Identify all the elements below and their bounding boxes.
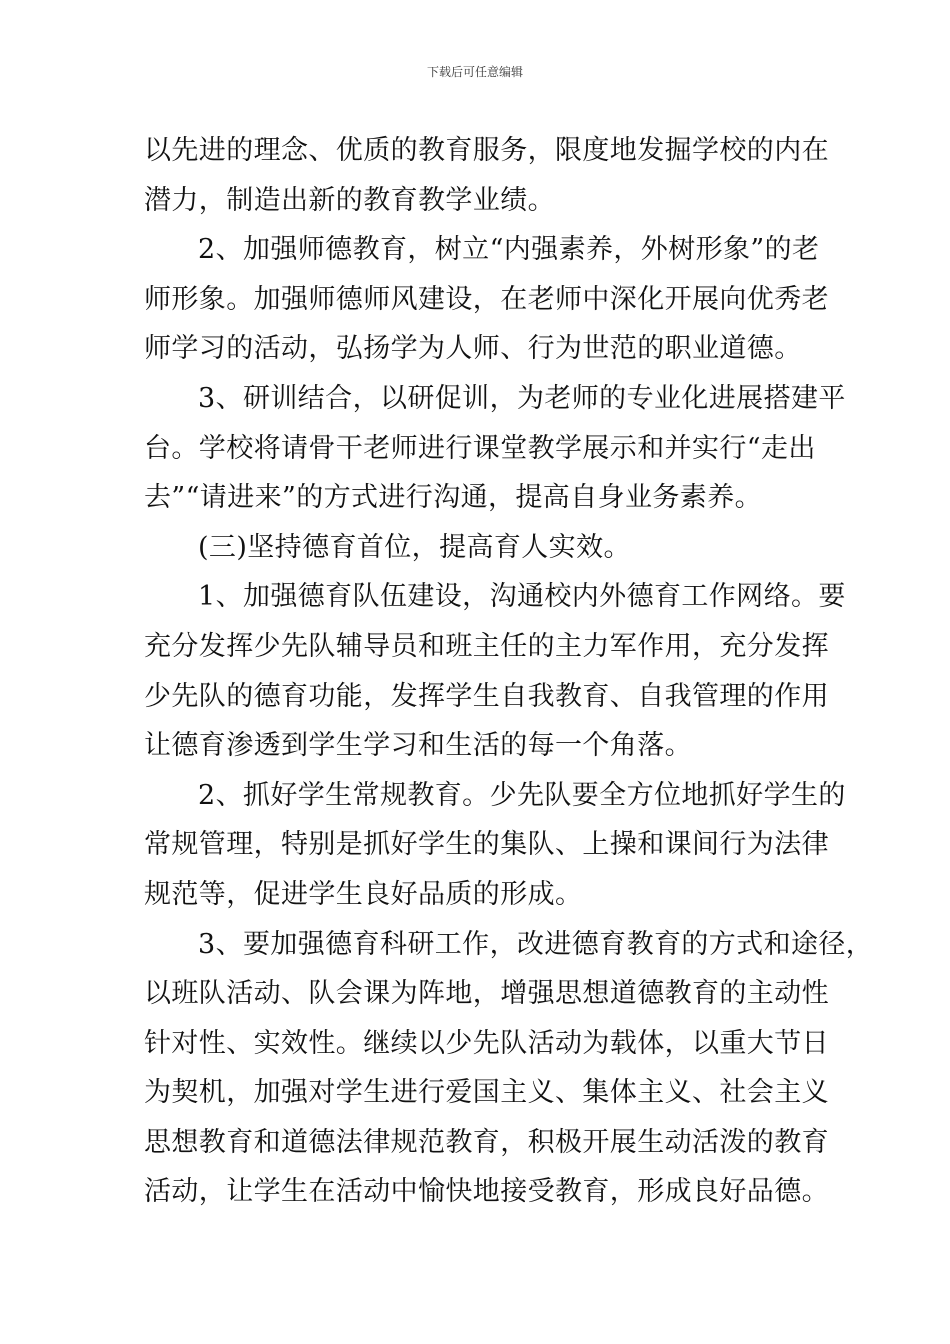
text-line: 让德育渗透到学生学习和生活的每一个角落。 bbox=[144, 730, 692, 762]
text-line: 师学习的活动，弘扬学为人师、行为世范的职业道德。 bbox=[144, 333, 802, 365]
text-line: 活动，让学生在活动中愉快地接受教育，形成良好品德。 bbox=[144, 1176, 829, 1208]
text-line: 潜力，制造出新的教育教学业绩。 bbox=[144, 184, 555, 216]
text-line: 针对性、实效性。继续以少先队活动为载体，以重大节日 bbox=[144, 1027, 829, 1059]
text-line: 3、研训结合，以研促训，为老师的专业化进展搭建平 bbox=[198, 382, 846, 414]
section-heading: (三)坚持德育首位，提高育人实效。 bbox=[198, 531, 631, 563]
text-line: 以先进的理念、优质的教育服务，限度地发掘学校的内在 bbox=[144, 135, 829, 166]
text-line: 2、抓好学生常规教育。少先队要全方位地抓好学生的 bbox=[198, 779, 846, 811]
text-line: 常规管理，特别是抓好学生的集队、上操和课间行为法律 bbox=[144, 829, 829, 861]
text-line: 以班队活动、队会课为阵地，增强思想道德教育的主动性 bbox=[144, 978, 829, 1010]
text-line: 台。学校将请骨干老师进行课堂教学展示和并实行“走出 bbox=[144, 432, 816, 464]
text-line: 充分发挥少先队辅导员和班主任的主力军作用，充分发挥 bbox=[144, 630, 829, 662]
text-line: 2、加强师德教育，树立“内强素养，外树形象”的老 bbox=[198, 234, 820, 266]
document-body bbox=[144, 126, 874, 1217]
text-line: 师形象。加强师德师风建设，在老师中深化开展向优秀老 bbox=[144, 283, 829, 315]
text-line: 3、要加强德育科研工作，改进德育教育的方式和途径， bbox=[198, 928, 874, 960]
text-line: 去”“请进来”的方式进行沟通，提高自身业务素养。 bbox=[144, 482, 763, 514]
page-header: 下载后可任意编辑 bbox=[426, 65, 523, 79]
text-line: 规范等，促进学生良好品质的形成。 bbox=[144, 878, 583, 910]
text-line: 1、加强德育队伍建设，沟通校内外德育工作网络。要 bbox=[198, 581, 846, 613]
text-line: 思想教育和道德法律规范教育，积极开展生动活泼的教育 bbox=[144, 1126, 829, 1158]
text-line: 为契机，加强对学生进行爱国主义、集体主义、社会主义 bbox=[144, 1077, 829, 1109]
text-line: 少先队的德育功能，发挥学生自我教育、自我管理的作用 bbox=[144, 680, 829, 712]
